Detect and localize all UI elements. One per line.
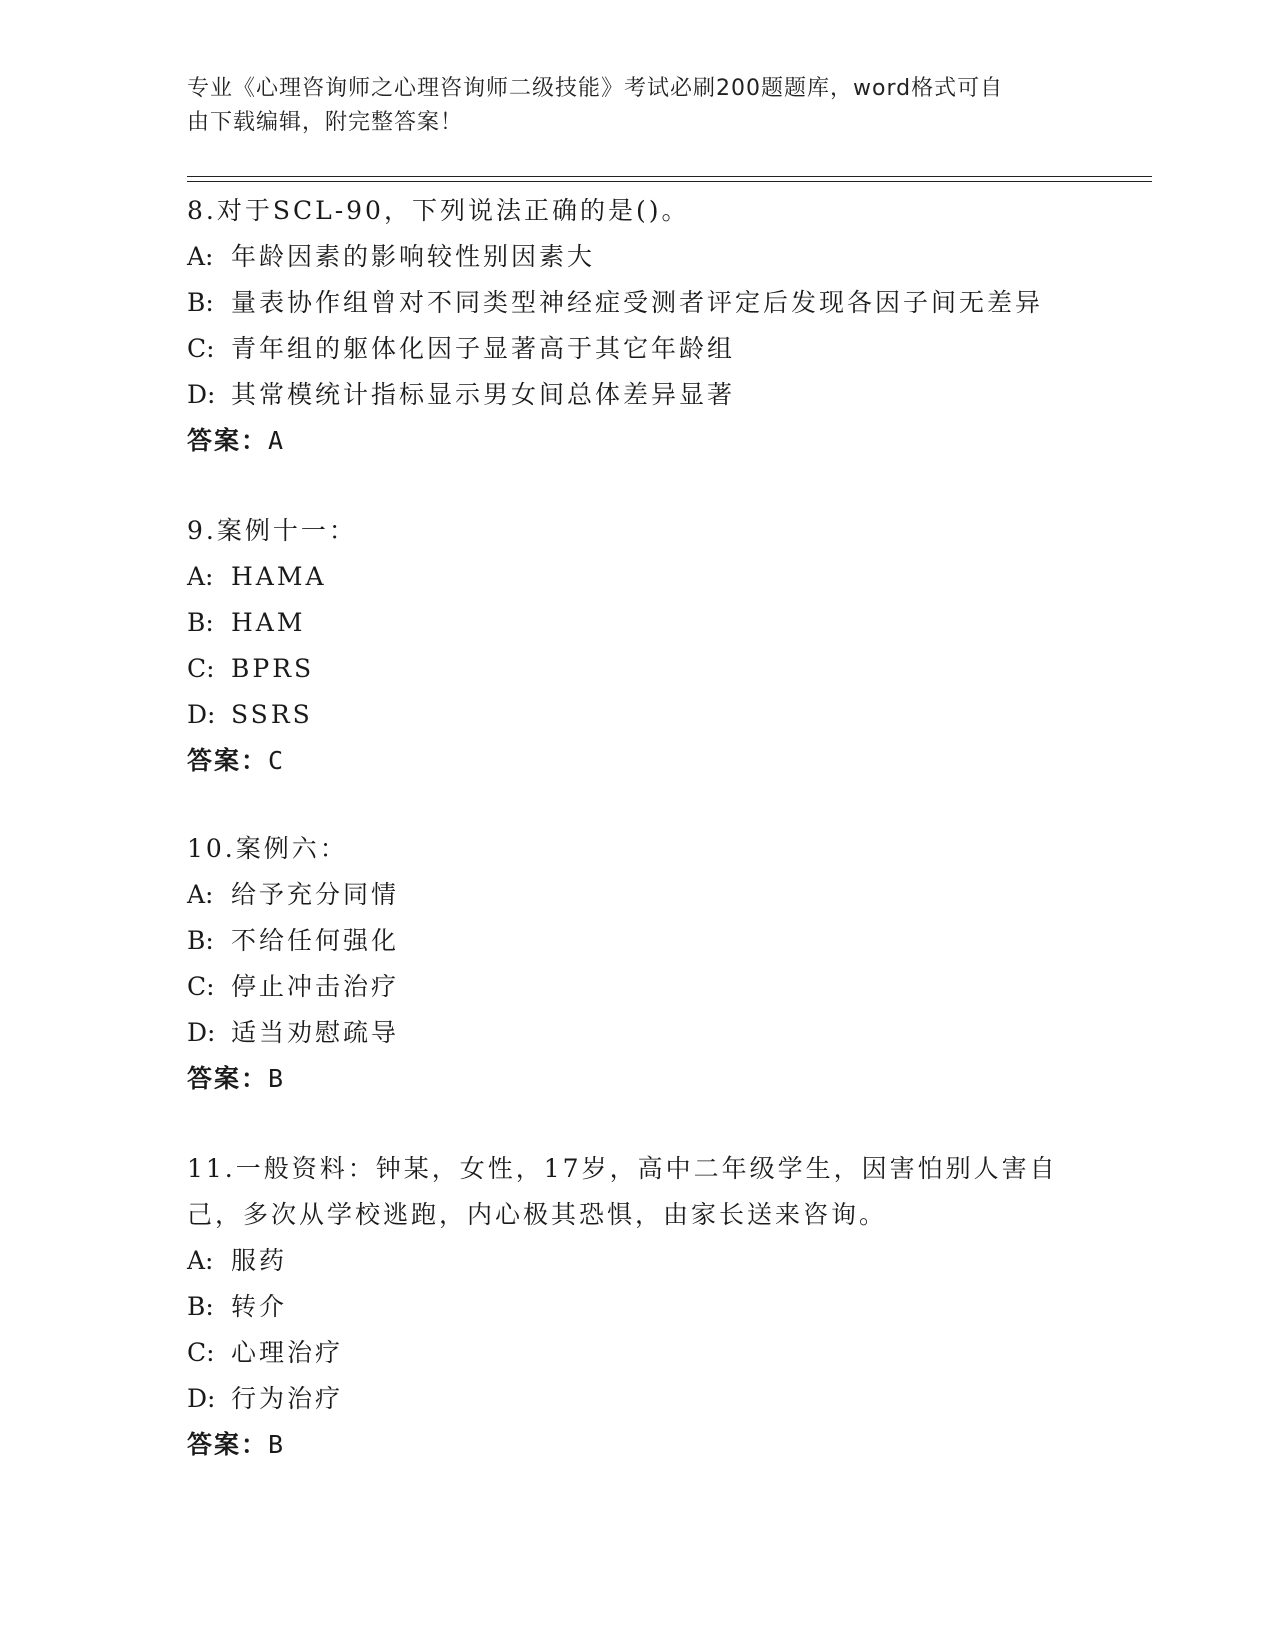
answer-label: 答案： [187, 1430, 269, 1459]
question-stem-line-2: 己，多次从学校逃跑，内心极其恐惧，由家长送来咨询。 [187, 1200, 888, 1229]
option-key: D: [187, 1384, 216, 1413]
document-header [187, 72, 1067, 140]
option-text: SSRS [231, 700, 313, 729]
option-key: C: [187, 972, 215, 1001]
question-stem: 8.对于SCL-90，下列说法正确的是()。 [187, 196, 690, 225]
answer-line [187, 1422, 1087, 1468]
option-key: A: [187, 880, 214, 909]
answer-line [187, 418, 1087, 464]
option-d [187, 1010, 1087, 1056]
option-text: 量表协作组曾对不同类型神经症受测者评定后发现各因子间无差异 [231, 288, 1044, 317]
option-b [187, 1284, 1087, 1330]
option-key: B: [187, 608, 214, 637]
answer-line [187, 738, 1087, 784]
option-c [187, 646, 1087, 692]
option-key: A: [187, 1246, 214, 1275]
option-key: A: [187, 562, 214, 591]
option-text: 其常模统计指标显示男女间总体差异显著 [231, 380, 736, 409]
option-b [187, 918, 1087, 964]
option-d [187, 1376, 1087, 1422]
option-key: D: [187, 1018, 216, 1047]
option-key: B: [187, 1292, 214, 1321]
answer-label: 答案： [187, 1064, 269, 1093]
option-key: C: [187, 334, 215, 363]
option-key: D: [187, 700, 216, 729]
question-stem: 9.案例十一： [187, 516, 357, 545]
answer-value: B [268, 1064, 286, 1093]
option-text: 心理治疗 [231, 1338, 344, 1367]
option-text: 停止冲击治疗 [231, 972, 400, 1001]
option-key: B: [187, 288, 214, 317]
option-text: 行为治疗 [231, 1384, 344, 1413]
option-text: HAM [231, 608, 306, 637]
option-b [187, 600, 1087, 646]
question-9 [187, 508, 1087, 784]
option-a [187, 234, 1087, 280]
option-c [187, 964, 1087, 1010]
option-text: 不给任何强化 [231, 926, 400, 955]
answer-line [187, 1056, 1087, 1102]
option-a [187, 872, 1087, 918]
answer-label: 答案： [187, 426, 269, 455]
option-text: 青年组的躯体化因子显著高于其它年龄组 [231, 334, 736, 363]
option-key: C: [187, 654, 215, 683]
option-key: A: [187, 242, 214, 271]
option-text: 服药 [231, 1246, 288, 1275]
option-key: B: [187, 926, 214, 955]
option-text: 适当劝慰疏导 [231, 1018, 400, 1047]
header-divider-bottom [187, 181, 1152, 182]
option-text: 转介 [231, 1292, 288, 1321]
option-b [187, 280, 1087, 326]
answer-value: C [268, 746, 286, 775]
question-stem-line-1: 11.一般资料：钟某，女性，17岁，高中二年级学生，因害怕别人害自 [187, 1154, 1058, 1183]
answer-value: B [268, 1430, 286, 1459]
answer-label: 答案： [187, 746, 269, 775]
question-8 [187, 188, 1087, 464]
option-text: HAMA [231, 562, 327, 591]
answer-value: A [268, 426, 286, 455]
header-divider-top [187, 176, 1152, 177]
option-d [187, 692, 1087, 738]
option-key: D: [187, 380, 216, 409]
option-a [187, 554, 1087, 600]
option-text: BPRS [231, 654, 315, 683]
header-line-2: 由下载编辑，附完整答案！ [187, 110, 464, 135]
question-10 [187, 826, 1087, 1102]
question-11 [187, 1146, 1087, 1468]
option-c [187, 326, 1087, 372]
option-key: C: [187, 1338, 215, 1367]
header-line-1: 专业《心理咨询师之心理咨询师二级技能》考试必刷200题题库，word格式可自 [187, 76, 1004, 101]
question-stem: 10.案例六： [187, 834, 348, 863]
option-d [187, 372, 1087, 418]
option-c [187, 1330, 1087, 1376]
option-text: 年龄因素的影响较性别因素大 [231, 242, 596, 271]
option-a [187, 1238, 1087, 1284]
option-text: 给予充分同情 [231, 880, 400, 909]
